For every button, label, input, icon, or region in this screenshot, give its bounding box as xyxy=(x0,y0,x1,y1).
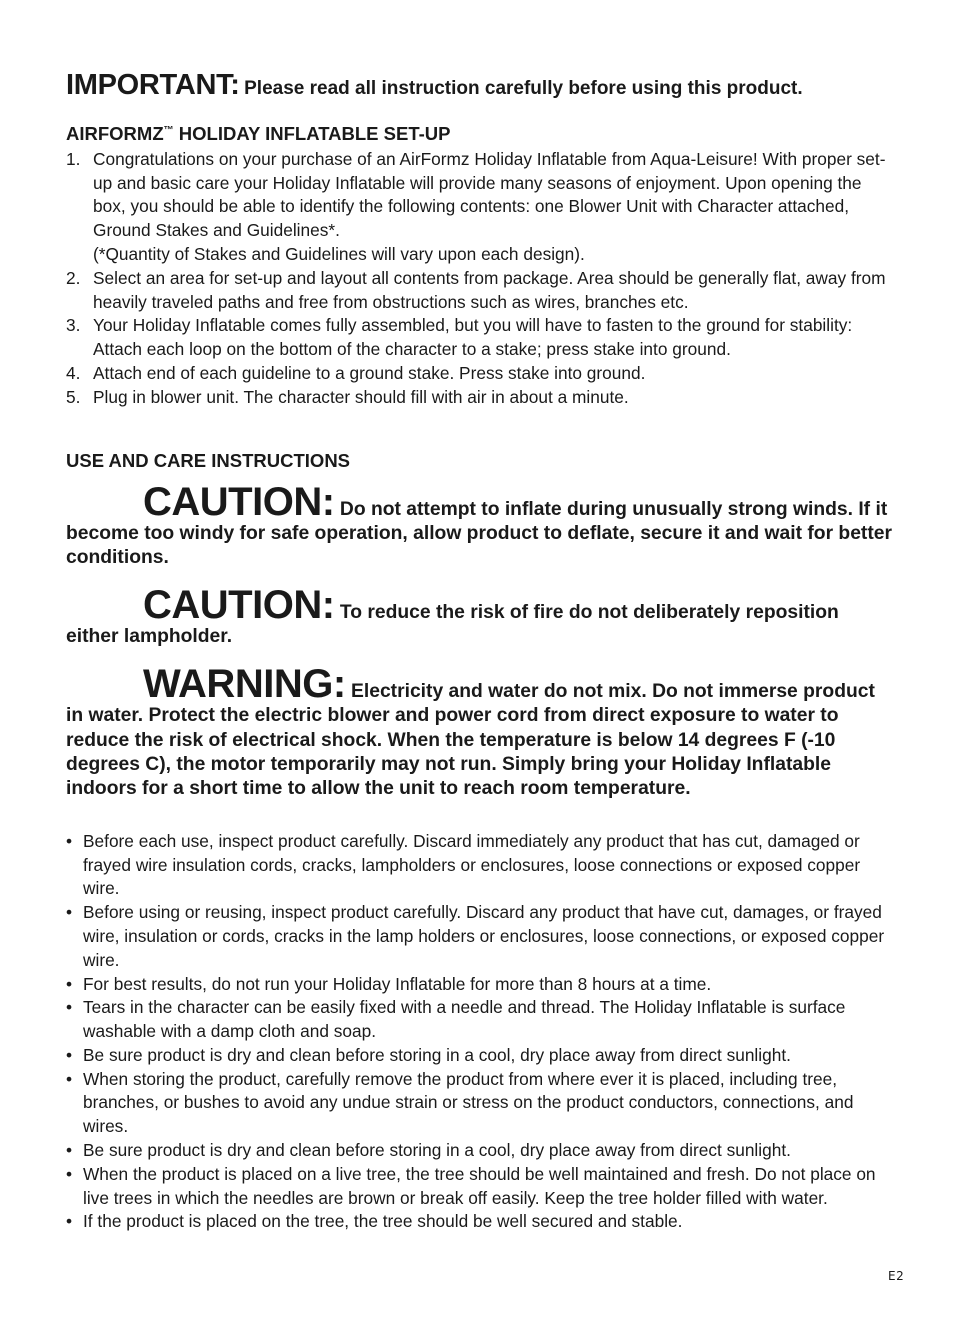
caution-fire xyxy=(66,582,896,650)
bullet-icon: • xyxy=(66,1140,73,1161)
list-item xyxy=(66,1139,896,1163)
bullet-icon: • xyxy=(66,1068,73,1089)
list-item xyxy=(66,830,896,901)
list-item xyxy=(66,901,896,972)
caution-label: CAUTION: xyxy=(143,582,335,627)
bullet-icon: • xyxy=(66,830,73,851)
step-text: Your Holiday Inflatable comes fully assembled, but you will have to fasten to the ground for stability: Attach each loop on the bottom of the character to a stake; press stake into ground. xyxy=(93,315,853,360)
bullet-text: When the product is placed on a live tree, the tree should be well maintained and fresh. Do not place on live trees in which the needles are brown or break off easily. Keep the tree holder filled with water. xyxy=(83,1163,876,1208)
step-text: Select an area for set-up and layout all contents from package. Area should be generally flat, away from heavily traveled paths and free from obstructions such as wires, branches etc. xyxy=(93,267,886,312)
warning-electricity xyxy=(66,661,896,802)
caution-label: CAUTION: xyxy=(143,479,335,524)
step-number: 3. xyxy=(66,315,81,336)
care-heading: USE AND CARE INSTRUCTIONS xyxy=(66,449,351,471)
list-item xyxy=(66,996,896,1044)
setup-steps xyxy=(66,148,896,410)
list-item xyxy=(66,1068,896,1139)
bullet-text: Before using or reusing, inspect product carefully. Discard any product that have cut, damages, or frayed wire, insulation or cords, cracks in the lamp holders or enclosures, loose connections, or exposed copper wire. xyxy=(83,902,885,970)
step-number: 2. xyxy=(66,267,81,288)
important-notice xyxy=(66,70,896,102)
setup-heading-brand: AIRFORMZ xyxy=(66,122,164,144)
bullet-icon: • xyxy=(66,902,73,923)
instruction-page xyxy=(66,70,896,1234)
step-number: 5. xyxy=(66,386,81,407)
important-label: IMPORTANT: xyxy=(66,69,240,101)
bullet-text: If the product is placed on the tree, the tree should be well secured and stable. xyxy=(83,1211,683,1232)
trademark-symbol: ™ xyxy=(163,124,174,136)
list-item xyxy=(66,1210,896,1234)
step-note: (*Quantity of Stakes and Guidelines will vary upon each design). xyxy=(93,244,585,265)
step-text: Plug in blower unit. The character should fill with air in about a minute. xyxy=(93,386,629,407)
setup-step-5 xyxy=(66,386,896,410)
step-text: Attach end of each guideline to a ground stake. Press stake into ground. xyxy=(93,363,646,384)
bullet-text: Be sure product is dry and clean before storing in a cool, dry place away from direct sunlight. xyxy=(83,1044,791,1065)
bullet-text: For best results, do not run your Holiday Inflatable for more than 8 hours at a time. xyxy=(83,973,712,994)
bullet-icon: • xyxy=(66,997,73,1018)
step-number: 4. xyxy=(66,363,81,384)
setup-heading xyxy=(66,123,896,145)
caution-text: Do not attempt to inflate during unusually strong winds. If it become too windy for safe operation, allow product to deflate, secure it and wait for better conditions. xyxy=(66,498,892,569)
step-number: 1. xyxy=(66,148,81,169)
setup-step-3 xyxy=(66,314,896,362)
bullet-text: When storing the product, carefully remove the product from where ever it is placed, including tree, branches, or bushes to avoid any undue strain or stress on the product conductors, connections, and wires. xyxy=(83,1068,854,1137)
bullet-text: Before each use, inspect product carefully. Discard immediately any product that has cut, damaged or frayed wire insulation cords, cracks, lampholders or enclosures, loose connections or exposed copper wire. xyxy=(83,830,861,899)
list-item xyxy=(66,1044,896,1068)
bullet-text: Tears in the character can be easily fixed with a needle and thread. The Holiday Inflatable is surface washable with a damp cloth and soap. xyxy=(83,997,846,1042)
list-item xyxy=(66,1163,896,1211)
setup-step-1 xyxy=(66,148,896,267)
bullet-icon: • xyxy=(66,973,73,994)
setup-step-2 xyxy=(66,267,896,315)
setup-step-4 xyxy=(66,362,896,386)
important-text: Please read all instruction carefully before using this product. xyxy=(244,78,803,99)
bullet-icon: • xyxy=(66,1044,73,1065)
care-bullets xyxy=(66,830,896,1235)
caution-wind xyxy=(66,479,896,571)
bullet-icon: • xyxy=(66,1163,73,1184)
warning-label: WARNING: xyxy=(143,661,346,706)
list-item xyxy=(66,973,896,997)
page-number: E2 xyxy=(888,1269,905,1283)
setup-heading-title: HOLIDAY INFLATABLE SET-UP xyxy=(173,122,451,144)
step-text: Congratulations on your purchase of an AirFormz Holiday Inflatable from Aqua-Leisure! With proper set-up and basic care your Holiday Inflatable will provide many seasons of enjoyment. Upon opening the box, you should be able to identify the following contents: one Blower Unit with Character attached, Ground Stakes and Guidelines*. xyxy=(93,148,886,241)
bullet-text: Be sure product is dry and clean before storing in a cool, dry place away from direct sunlight. xyxy=(83,1140,791,1161)
caution-text: To reduce the risk of fire do not deliberately reposition either lampholder. xyxy=(66,601,839,648)
warning-text: Electricity and water do not mix. Do not immerse product in water. Protect the electric blower and power cord from direct exposure to water to reduce the risk of electrical shock. When the temperature is below 14 degrees F (-10 degrees C), the motor temporarily may not run. Simply bring your Holiday Inflatable indoors for a short time to allow the unit to reach room temperature. xyxy=(66,680,875,800)
bullet-icon: • xyxy=(66,1211,73,1232)
